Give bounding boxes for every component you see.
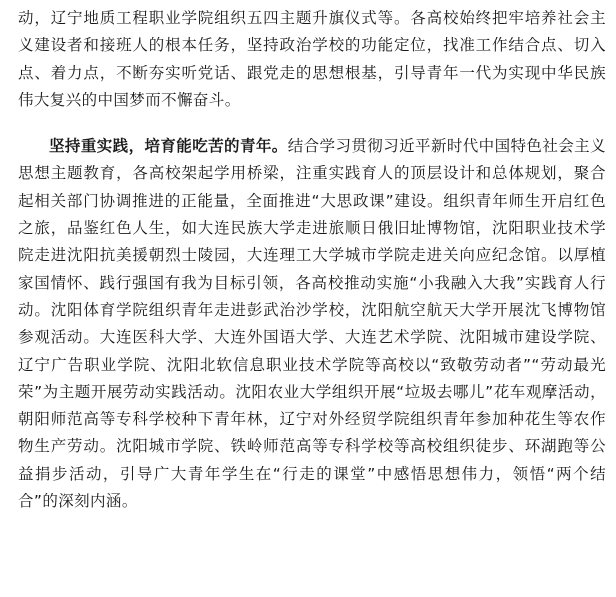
paragraph-1-text: 动，辽宁地质工程职业学院组织五四主题升旗仪式等。各高校始终把牢培养社会主义建设者和接班人的根本任务，坚持政治学校的功能定位，找准工作结合点、切入点、着力点，不断夯实听党话、跟党走的思想根基，引导青年一代为实现中华民族伟大复兴的中国梦而不懈奋斗。 [18, 9, 606, 109]
paragraph-2-text: 结合学习贯彻习近平新时代中国特色社会主义思想主题教育，各高校架起学用桥梁，注重实践育人的顶层设计和总体规划，聚合起相关部门协调推进的正能量，全面推进“大思政课”建设。组织青年师生开启红色之旅，品鉴红色人生，如大连民族大学走进旅顺日俄旧址博物馆，沈阳职业技术学院走进沈阳抗美援朝烈士陵园，大连理工大学城市学院走进关向应纪念馆。以厚植家国情怀、践行强国有我为目标引领，各高校推动实施“小我融入大我”实践育人行动。沈阳体育学院组织青年走进彭武治沙学校，沈阳航空航天大学开展沈飞博物馆参观活动。大连医科大学、大连外国语大学、大连艺术学院、沈阳城市建设学院、辽宁广告职业学院、沈阳北软信息职业技术学院等高校以“致敬劳动者”“劳动最光荣”为主题开展劳动实践活动。沈阳农业大学组织开展“垃圾去哪儿”花车观摩活动，朝阳师范高等专科学校种下青年林，辽宁对外经贸学院组织青年参加种花生等农作物生产劳动。沈阳城市学院、铁岭师范高等专科学校等高校组织徒步、环湖跑等公益捐步活动，引导广大青年学生在“行走的课堂”中感悟思想伟力，领悟“两个结合”的深刻内涵。 [18, 137, 606, 511]
paragraph-1 [0, 0, 616, 114]
paragraph-2-lead-heading: 坚持重实践，培育能吃苦的青年。 [49, 137, 288, 156]
paragraph-2 [0, 133, 616, 515]
